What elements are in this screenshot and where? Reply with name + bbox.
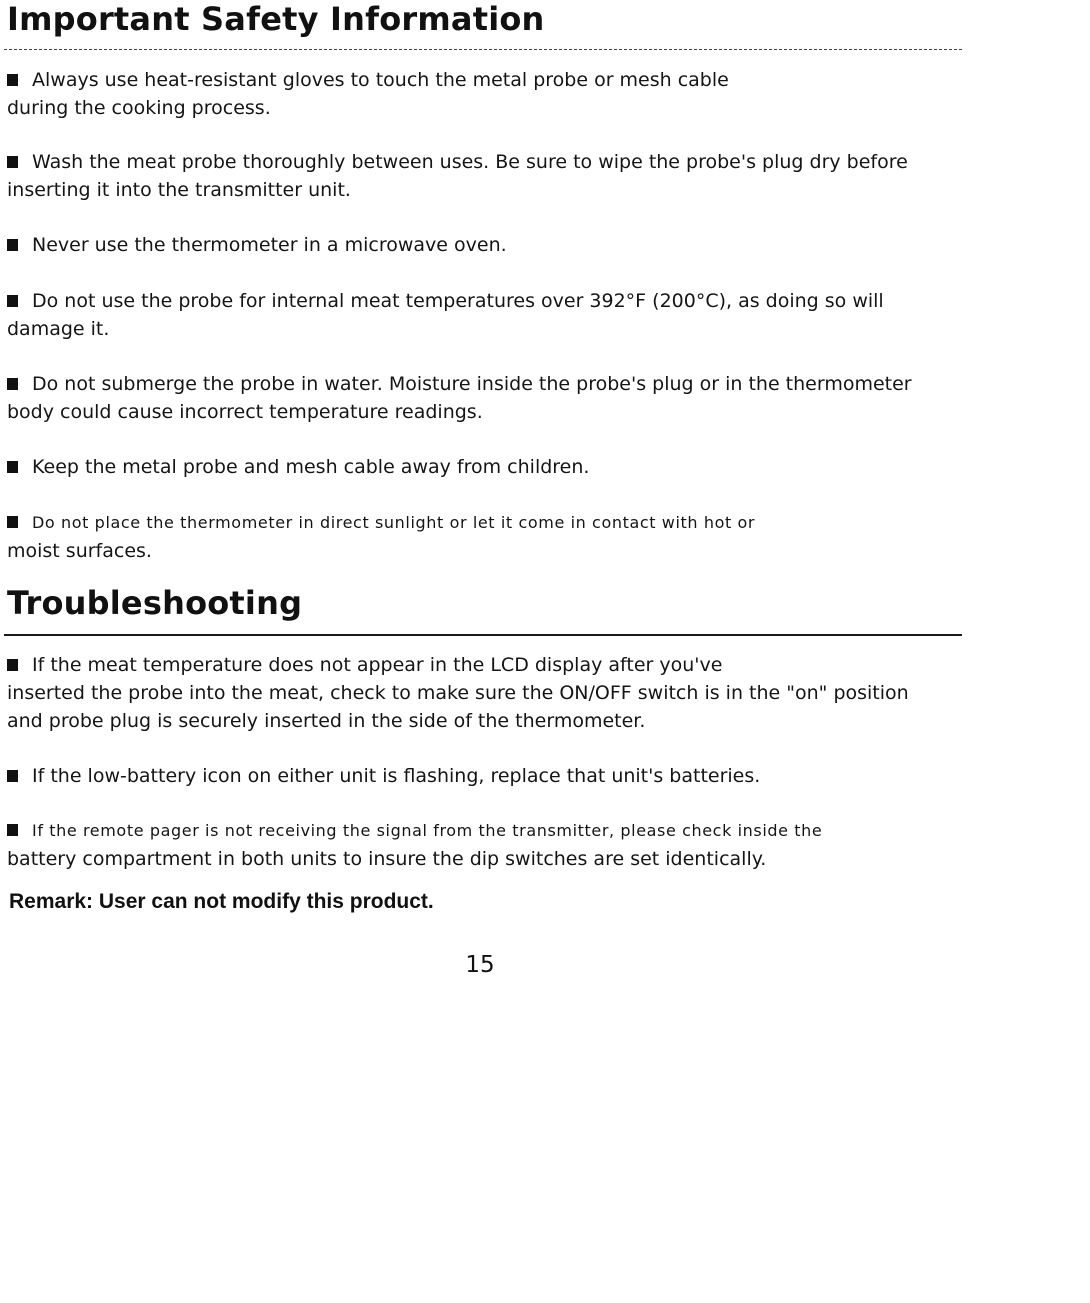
bullet-square-icon [7, 770, 18, 782]
bullet-square-icon [7, 378, 18, 390]
troubleshooting-heading: Troubleshooting [7, 584, 303, 622]
safety-item-children: Keep the metal probe and mesh cable away from children. [7, 453, 967, 481]
safety-heading: Important Safety Information [7, 0, 545, 38]
remark-note: Remark: User can not modify this product. [9, 890, 434, 913]
page-number: 15 [465, 952, 495, 978]
troubleshooting-item-pager: If the remote pager is not receiving the signal from the transmitter, please check inside the battery compartment in both units to insure the dip switches are set identically. [7, 821, 823, 870]
bullet-square-icon [7, 74, 18, 86]
safety-item-wash: Wash the meat probe thoroughly between uses. Be sure to wipe the probe's plug dry before inserting it into the transmitter unit. [7, 151, 908, 201]
safety-item-gloves: Always use heat-resistant gloves to touch the metal probe or mesh cable during the cooking process. [7, 69, 729, 119]
safety-heading-rule [4, 49, 962, 50]
bullet-square-icon [7, 659, 18, 671]
safety-item-temperature: Do not use the probe for internal meat temperatures over 392°F (200°C), as doing so will damage it. [7, 290, 884, 340]
troubleshooting-heading-rule [4, 634, 962, 636]
safety-item-submerge: Do not submerge the probe in water. Moisture inside the probe's plug or in the thermometer body could cause incorrect temperature readings. [7, 373, 912, 423]
bullet-square-icon [7, 295, 18, 307]
troubleshooting-item-battery: If the low-battery icon on either unit is flashing, replace that unit's batteries. [7, 762, 967, 790]
bullet-square-icon [7, 156, 18, 168]
bullet-square-icon [7, 824, 18, 836]
troubleshooting-item-lcd: If the meat temperature does not appear in the LCD display after you've inserted the probe into the meat, check to make sure the ON/OFF switch is in the "on" position and probe plug is securely inserted in the side of the thermometer. [7, 654, 909, 732]
safety-item-sunlight: Do not place the thermometer in direct sunlight or let it come in contact with hot or moist surfaces. [7, 513, 756, 562]
safety-item-microwave: Never use the thermometer in a microwave oven. [7, 231, 967, 259]
bullet-square-icon [7, 239, 18, 251]
bullet-square-icon [7, 461, 18, 473]
bullet-square-icon [7, 516, 18, 528]
